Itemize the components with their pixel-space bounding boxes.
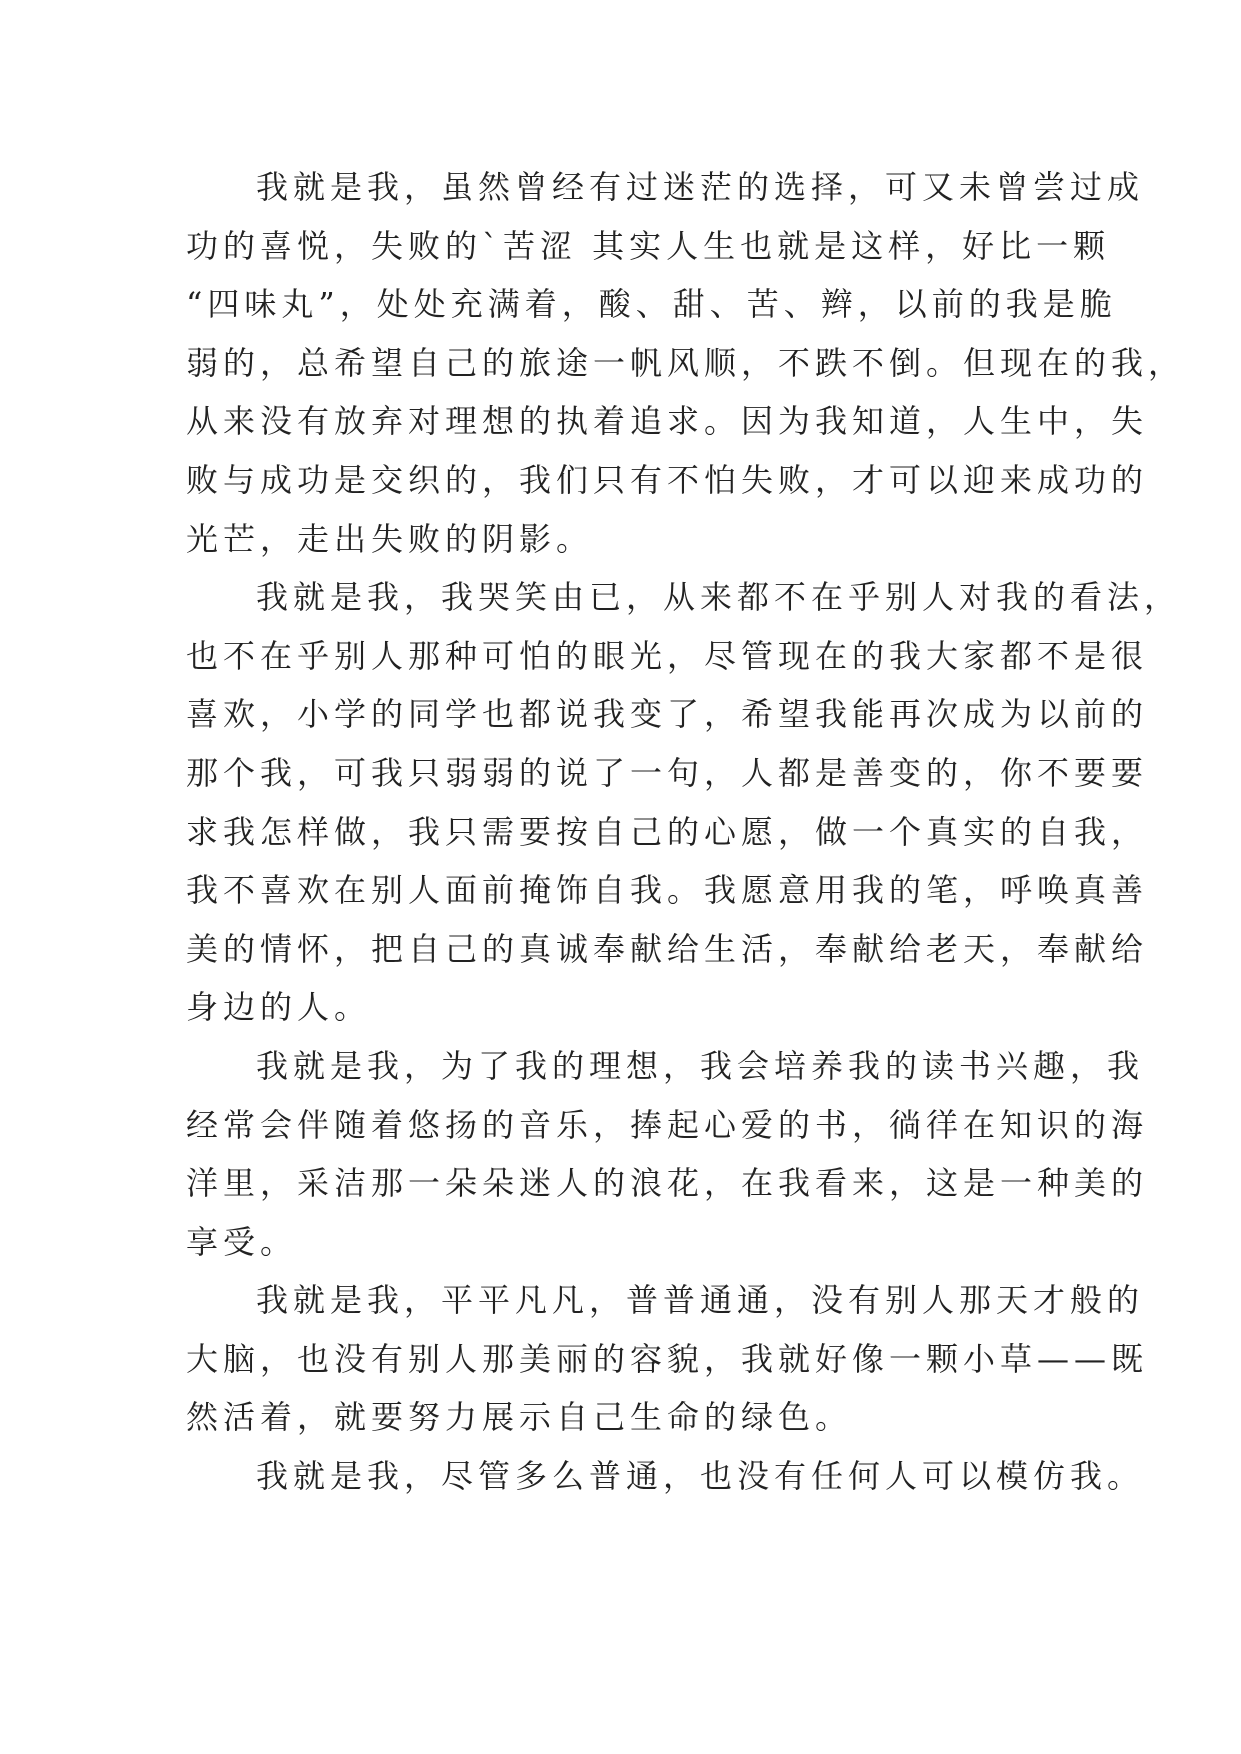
paragraph-1-line-3: “四味丸”，处处充满着，酸、甜、苦、辫，以前的我是脆 bbox=[186, 285, 1117, 324]
paragraph-4-line-3: 然活着，就要努力展示自己生命的绿色。 bbox=[186, 1398, 853, 1437]
paragraph-2-line-3: 喜欢，小学的同学也都说我变了，希望我能再次成为以前的 bbox=[186, 695, 1149, 734]
paragraph-2-line-7: 美的情怀，把自己的真诚奉献给生活，奉献给老天，奉献给 bbox=[186, 929, 1149, 968]
paragraph-3-line-4: 享受。 bbox=[186, 1222, 298, 1261]
paragraph-3-line-1: 我就是我，为了我的理想，我会培养我的读书兴趣，我 bbox=[256, 1046, 1145, 1085]
paragraph-2-line-2: 也不在乎别人那种可怕的眼光，尽管现在的我大家都不是很 bbox=[186, 636, 1149, 675]
paragraph-2-line-8: 身边的人。 bbox=[186, 988, 372, 1027]
paragraph-2-line-4: 那个我，可我只弱弱的说了一句，人都是善变的，你不要要 bbox=[186, 753, 1149, 792]
paragraph-1-line-6: 败与成功是交织的，我们只有不怕失败，才可以迎来成功的 bbox=[186, 460, 1149, 499]
essay-body bbox=[186, 158, 1186, 1506]
paragraph-4-line-2: 大脑，也没有别人那美丽的容貌，我就好像一颗小草——既 bbox=[186, 1339, 1149, 1378]
paragraph-4-line-1: 我就是我，平平凡凡，普普通通，没有别人那天才般的 bbox=[256, 1281, 1145, 1320]
paragraph-1-line-7: 光芒，走出失败的阴影。 bbox=[186, 519, 594, 558]
paragraph-5-line-1: 我就是我，尽管多么普通，也没有任何人可以模仿我。 bbox=[256, 1457, 1145, 1496]
paragraph-2-line-6: 我不喜欢在别人面前掩饰自我。我愿意用我的笔，呼唤真善 bbox=[186, 871, 1149, 910]
paragraph-3-line-3: 洋里，采洁那一朵朵迷人的浪花，在我看来，这是一种美的 bbox=[186, 1164, 1149, 1203]
paragraph-2-line-5: 求我怎样做，我只需要按自己的心愿，做一个真实的自我， bbox=[186, 812, 1149, 851]
paragraph-2-line-1: 我就是我，我哭笑由已，从来都不在乎别人对我的看法， bbox=[256, 578, 1182, 617]
paragraph-1-line-5: 从来没有放弃对理想的执着追求。因为我知道，人生中，失 bbox=[186, 402, 1149, 441]
paragraph-1-line-2: 功的喜悦，失败的`苦涩 其实人生也就是这样，好比一颗 bbox=[186, 226, 1111, 265]
paragraph-1-line-4: 弱的，总希望自己的旅途一帆风顺，不跌不倒。但现在的我， bbox=[186, 343, 1186, 382]
paragraph-1-line-1: 我就是我，虽然曾经有过迷茫的选择，可又未曾尝过成 bbox=[256, 168, 1145, 206]
paragraph-3-line-2: 经常会伴随着悠扬的音乐，捧起心爱的书，徜徉在知识的海 bbox=[186, 1105, 1149, 1144]
